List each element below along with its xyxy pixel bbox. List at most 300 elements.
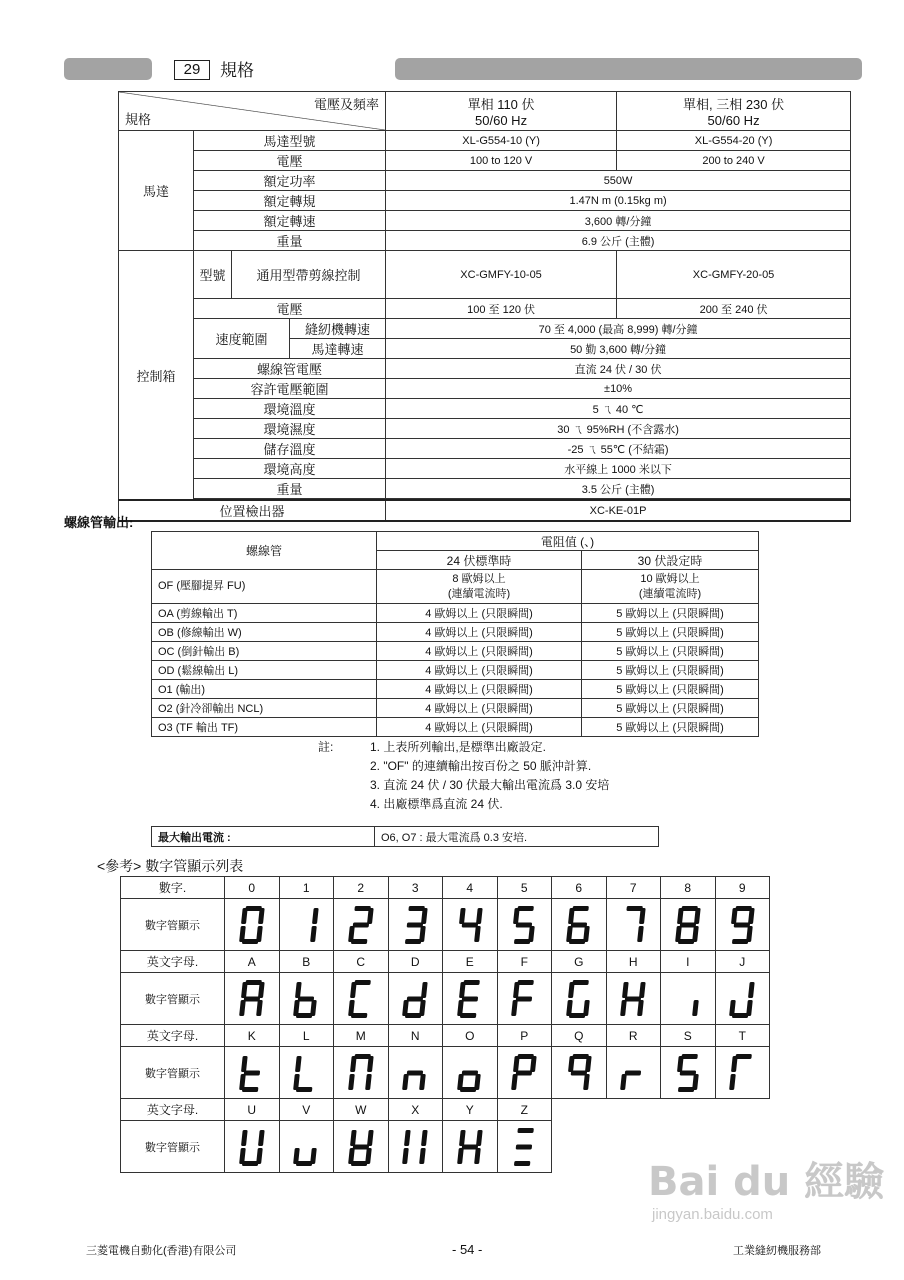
solenoid-title: 螺線管輸出:: [64, 515, 134, 530]
char-label: M: [334, 1025, 389, 1047]
letter-row-label: 英文字母.: [121, 951, 225, 973]
char-label: 0: [225, 877, 280, 899]
spec-value: 50 勤 3,600 轉/分鐘: [386, 339, 851, 359]
seven-segment-p: [511, 1053, 537, 1093]
segment-a: [572, 1054, 589, 1059]
segment-e: [729, 1074, 736, 1090]
segment-f: [459, 908, 466, 924]
model-label: 型號: [194, 251, 232, 299]
char-label: R: [606, 1025, 661, 1047]
char-display: [606, 973, 661, 1025]
char-display: [334, 1047, 389, 1099]
segment-g: [570, 922, 587, 927]
notes-label: 註:: [318, 740, 334, 754]
segment-c: [637, 1000, 644, 1016]
char-label: S: [661, 1025, 716, 1047]
segment-b: [258, 1130, 265, 1146]
segment-d: [678, 939, 695, 944]
spec-value: 100 至 120 伏: [386, 299, 617, 319]
segment-a: [572, 906, 589, 911]
char-display: [334, 973, 389, 1025]
segment-b: [476, 1130, 483, 1146]
segment-f: [513, 982, 520, 998]
segment-f: [677, 1056, 684, 1072]
spec-value: XC-GMFY-10-05: [386, 251, 617, 299]
segment-f: [295, 1056, 302, 1072]
col1-header: 單相 110 伏 50/60 Hz: [386, 92, 617, 131]
segment-d: [242, 939, 259, 944]
spec-row-label: 重量: [194, 479, 386, 499]
segment-c: [310, 926, 317, 942]
segment-g: [461, 1144, 478, 1149]
table-cell: 4 歐姆以上 (只限瞬間): [377, 699, 582, 718]
spec-value: 100 to 120 V: [386, 151, 617, 171]
segment-f: [350, 1056, 357, 1072]
char-label: I: [661, 951, 716, 973]
segment-b: [421, 982, 428, 998]
segment-a: [736, 1054, 753, 1059]
segment-b: [421, 1130, 428, 1146]
segment-d: [460, 1013, 477, 1018]
char-display: [225, 1121, 280, 1173]
segment-f: [731, 908, 738, 924]
segment-d: [460, 1087, 477, 1092]
seven-segment-g: [566, 979, 592, 1019]
note-item: 2. "OF" 的連續輸出按百份之 50 脈沖計算.: [370, 759, 592, 773]
segment-d: [351, 939, 368, 944]
segment-f: [731, 1056, 738, 1072]
segment-a: [736, 906, 753, 911]
seven-segment-z: [511, 1127, 537, 1167]
segment-d: [242, 1161, 259, 1166]
segment-d: [242, 1087, 259, 1092]
char-display: [497, 1047, 552, 1099]
segment-g: [407, 996, 424, 1001]
char-display: [497, 973, 552, 1025]
segment-f: [622, 982, 629, 998]
max-current-table: [151, 826, 659, 847]
char-display: [279, 973, 334, 1025]
segment-e: [620, 1074, 627, 1090]
char-display: [334, 1121, 389, 1173]
segment-b: [476, 908, 483, 924]
seven-segment-l: [293, 1053, 319, 1093]
char-label: H: [606, 951, 661, 973]
spec-value: 200 to 240 V: [617, 151, 851, 171]
seven-segment-b: [293, 979, 319, 1019]
segment-g: [679, 922, 696, 927]
display-row-label: 數字管顯示: [121, 899, 225, 951]
char-label: D: [388, 951, 443, 973]
segment-d: [732, 939, 749, 944]
seven-segment-n: [402, 1053, 428, 1093]
header-bar-left: [64, 58, 152, 80]
char-display: [497, 899, 552, 951]
segment-g: [298, 996, 315, 1001]
segment-f: [568, 908, 575, 924]
display-row-label: 數字管顯示: [121, 973, 225, 1025]
char-label: 9: [715, 877, 770, 899]
char-label: N: [388, 1025, 443, 1047]
letter-row-label: 英文字母.: [121, 1099, 225, 1121]
segment-g: [243, 996, 260, 1001]
table-cell: 4 歐姆以上 (只限瞬間): [377, 604, 582, 623]
char-display: [715, 973, 770, 1025]
note-item: 4. 出廠標準爲直流 24 伏.: [370, 797, 503, 811]
char-display: [661, 973, 716, 1025]
of-24v: 8 歐姆以上 (連續電流時): [377, 570, 582, 604]
segment-c: [419, 1148, 426, 1164]
segment-d: [405, 1013, 422, 1018]
char-label: T: [715, 1025, 770, 1047]
char-label: 3: [388, 877, 443, 899]
segment-f: [513, 908, 520, 924]
segment-b: [748, 982, 755, 998]
segment-a: [518, 1128, 535, 1133]
segment-f: [513, 1056, 520, 1072]
spec-row-label: 環境高度: [194, 459, 386, 479]
seven-segment-7: [620, 905, 646, 945]
letter-row-label: 英文字母.: [121, 1025, 225, 1047]
voltage-freq-label: 電壓及頻率: [314, 97, 380, 112]
section-title: 規格: [220, 61, 254, 80]
char-label: L: [279, 1025, 334, 1047]
segment-f: [241, 1056, 248, 1072]
char-display: [334, 899, 389, 951]
segment-b: [312, 908, 319, 924]
table-cell: 5 歐姆以上 (只限瞬間): [582, 718, 759, 737]
seven-segment-s: [675, 1053, 701, 1093]
spec-row-label: 容許電壓範圍: [194, 379, 386, 399]
spec-value: 6.9 公斤 (主體): [386, 231, 851, 251]
table-row-name: O1 (輸出): [152, 680, 377, 699]
display-row-label: 數字管顯示: [121, 1047, 225, 1099]
table-cell: 4 歐姆以上 (只限瞬間): [377, 680, 582, 699]
char-display: [552, 973, 607, 1025]
char-label: U: [225, 1099, 280, 1121]
segment-b: [367, 1130, 374, 1146]
char-label: V: [279, 1099, 334, 1121]
char-display: [552, 899, 607, 951]
segment-g: [461, 1070, 478, 1075]
seven-segment-9: [729, 905, 755, 945]
seven-segment-k: [239, 1053, 265, 1093]
seven-segment-h: [620, 979, 646, 1019]
seven-segment-3: [402, 905, 428, 945]
spec-row-label: 縫紉機轉速: [290, 319, 386, 339]
segment-e: [402, 1148, 409, 1164]
segment-d: [296, 1161, 313, 1166]
seven-segment-o: [457, 1053, 483, 1093]
spec-value: 3,600 轉/分鐘: [386, 211, 851, 231]
segment-a: [681, 1054, 698, 1059]
char-display: [225, 899, 280, 951]
footer-company: 三菱電機自動化(香港)有限公司: [86, 1245, 237, 1257]
segment-c: [474, 1148, 481, 1164]
resistance-header: 電阻值 (、): [377, 532, 759, 551]
segment-e: [239, 1000, 246, 1016]
spec-value: 5 ㄟ 40 ℃: [386, 399, 851, 419]
seven-segment-6: [566, 905, 592, 945]
segment-table: [120, 876, 770, 1173]
seven-segment-d: [402, 979, 428, 1019]
segment-c: [256, 1000, 263, 1016]
spec-value: 水平線上 1000 米以下: [386, 459, 851, 479]
char-label: 7: [606, 877, 661, 899]
seven-segment-8: [675, 905, 701, 945]
empty-cell: [661, 1099, 716, 1121]
char-display: [715, 1047, 770, 1099]
table-row-name: OB (修線輸出 W): [152, 623, 377, 642]
model-desc: 通用型帶剪線控制: [232, 251, 386, 299]
table-row-name: OD (鬆線輸出 L): [152, 661, 377, 680]
note-item: 1. 上表所列輸出,是標準出廠設定.: [370, 740, 547, 754]
segment-e: [348, 1074, 355, 1090]
table-cell: 5 歐姆以上 (只限瞬間): [582, 623, 759, 642]
char-label: F: [497, 951, 552, 973]
segment-f: [295, 982, 302, 998]
segment-title: <參考> 數字管顯示列表: [97, 858, 244, 874]
char-label: B: [279, 951, 334, 973]
seven-segment-r: [620, 1053, 646, 1093]
char-label: 6: [552, 877, 607, 899]
char-display: [497, 1121, 552, 1173]
segment-c: [474, 926, 481, 942]
char-label: G: [552, 951, 607, 973]
spec-value: 70 至 4,000 (最高 8,999) 轉/分鐘: [386, 319, 851, 339]
char-display: [225, 973, 280, 1025]
char-label: 5: [497, 877, 552, 899]
segment-f: [241, 908, 248, 924]
seven-segment-5: [511, 905, 537, 945]
char-display: [279, 899, 334, 951]
segment-g: [625, 996, 642, 1001]
segment-a: [245, 906, 262, 911]
segment-a: [463, 980, 480, 985]
segment-f: [459, 1130, 466, 1146]
spec-value: 直流 24 伏 / 30 伏: [386, 359, 851, 379]
table-row-name: OC (倒針輸出 B): [152, 642, 377, 661]
segment-f: [568, 1056, 575, 1072]
segment-d: [569, 1013, 586, 1018]
watermark-logo: Bai du 經驗: [648, 1159, 885, 1205]
speed-range-label: 速度範圍: [194, 319, 290, 359]
footer-dept: 工業縫紉機服務部: [733, 1245, 821, 1257]
segment-g: [352, 1144, 369, 1149]
segment-e: [620, 1000, 627, 1016]
char-display: [443, 1121, 498, 1173]
segment-a: [354, 1054, 371, 1059]
segment-g: [516, 996, 533, 1001]
table-cell: 4 歐姆以上 (只限瞬間): [377, 623, 582, 642]
seven-segment-y: [457, 1127, 483, 1167]
segment-g: [516, 1144, 533, 1149]
seven-segment-t: [729, 1053, 755, 1093]
spec-value: 1.47N m (0.15kg m): [386, 191, 851, 211]
char-display: [715, 899, 770, 951]
segment-c: [365, 1074, 372, 1090]
seven-segment-u: [239, 1127, 265, 1167]
spec-value: 550W: [386, 171, 851, 191]
spec-row-label: 環境濕度: [194, 419, 386, 439]
char-display: [661, 899, 716, 951]
segment-a: [627, 906, 644, 911]
spec-row-label: 額定轉規: [194, 191, 386, 211]
spec-value: XL-G554-20 (Y): [617, 131, 851, 151]
segment-f: [568, 982, 575, 998]
segment-g: [570, 1070, 587, 1075]
char-label: K: [225, 1025, 280, 1047]
segment-f: [241, 1130, 248, 1146]
segment-a: [518, 906, 535, 911]
char-display: [552, 1047, 607, 1099]
col-24v-header: 24 伏標準時: [377, 551, 582, 570]
spec-row-label: 電壓: [194, 151, 386, 171]
segment-e: [457, 1148, 464, 1164]
char-display: [443, 1047, 498, 1099]
segment-a: [354, 906, 371, 911]
footer-page: - 54 -: [452, 1242, 483, 1257]
char-display: [225, 1047, 280, 1099]
char-display: [661, 1047, 716, 1099]
segment-c: [692, 1000, 699, 1016]
segment-c: [419, 1074, 426, 1090]
sensor-value: XC-KE-01P: [386, 500, 851, 521]
solenoid-col-header: 螺線管: [152, 532, 377, 570]
solenoid-table: [151, 531, 759, 737]
spec-row-label: 重量: [194, 231, 386, 251]
segment-a: [572, 980, 589, 985]
segment-g: [679, 1070, 696, 1075]
empty-cell: [552, 1121, 607, 1173]
char-display: [388, 973, 443, 1025]
seven-segment-4: [457, 905, 483, 945]
col2-header: 單相, 三相 230 伏 50/60 Hz: [617, 92, 851, 131]
header-bar-right: [395, 58, 862, 80]
segment-d: [514, 1161, 531, 1166]
char-label: 4: [443, 877, 498, 899]
spec-row-label: 額定功率: [194, 171, 386, 191]
of-30v: 10 歐姆以上 (連續電流時): [582, 570, 759, 604]
seven-segment-0: [239, 905, 265, 945]
spec-value: ±10%: [386, 379, 851, 399]
segment-d: [351, 1161, 368, 1166]
char-display: [388, 1047, 443, 1099]
segment-d: [678, 1087, 695, 1092]
segment-d: [351, 1013, 368, 1018]
note-item: 3. 直流 24 伏 / 30 伏最大輸出電流爲 3.0 安培: [370, 778, 610, 792]
spec-row-label: 馬達型號: [194, 131, 386, 151]
char-display: [279, 1047, 334, 1099]
col-30v-header: 30 伏設定時: [582, 551, 759, 570]
char-label: E: [443, 951, 498, 973]
char-label: J: [715, 951, 770, 973]
seven-segment-f: [511, 979, 537, 1019]
char-label: Y: [443, 1099, 498, 1121]
spec-row-label: 額定轉速: [194, 211, 386, 231]
seven-segment-e: [457, 979, 483, 1019]
segment-f: [404, 1130, 411, 1146]
empty-cell: [715, 1099, 770, 1121]
char-label: 2: [334, 877, 389, 899]
char-label: Q: [552, 1025, 607, 1047]
segment-d: [405, 939, 422, 944]
seven-segment-v: [293, 1127, 319, 1167]
segment-d: [514, 939, 531, 944]
char-display: [443, 899, 498, 951]
table-cell: 5 歐姆以上 (只限瞬間): [582, 680, 759, 699]
char-label: Z: [497, 1099, 552, 1121]
table-cell: 4 歐姆以上 (只限瞬間): [377, 718, 582, 737]
segment-f: [459, 982, 466, 998]
seven-segment-1: [293, 905, 319, 945]
char-display: [279, 1121, 334, 1173]
char-display: [388, 899, 443, 951]
segment-f: [350, 1130, 357, 1146]
spec-value: XC-GMFY-20-05: [617, 251, 851, 299]
segment-f: [677, 908, 684, 924]
table-cell: 4 歐姆以上 (只限瞬間): [377, 642, 582, 661]
segment-g: [352, 922, 369, 927]
segment-g: [461, 996, 478, 1001]
number-row-label: 數字.: [121, 877, 225, 899]
segment-g: [407, 1070, 424, 1075]
segment-d: [732, 1013, 749, 1018]
char-label: W: [334, 1099, 389, 1121]
spec-value: 200 至 240 伏: [617, 299, 851, 319]
segment-a: [518, 980, 535, 985]
segment-g: [734, 922, 751, 927]
segment-a: [409, 906, 426, 911]
segment-b: [639, 982, 646, 998]
spec-value: 30 ㄟ 95%RH (不含露水): [386, 419, 851, 439]
segment-d: [296, 1087, 313, 1092]
seven-segment-2: [348, 905, 374, 945]
table-cell: 4 歐姆以上 (只限瞬間): [377, 661, 582, 680]
max-current-label: 最大輸出電流 :: [152, 827, 375, 847]
segment-e: [511, 1074, 518, 1090]
segment-d: [569, 939, 586, 944]
segment-g: [516, 922, 533, 927]
spec-row-label: 馬達轉速: [290, 339, 386, 359]
table-cell: 5 歐姆以上 (只限瞬間): [582, 642, 759, 661]
table-row-name: OF (壓腳提昇 FU): [152, 570, 377, 604]
motor-label: 馬達: [119, 131, 194, 251]
char-display: [606, 899, 661, 951]
spec-value: -25 ㄟ 55℃ (不結霜): [386, 439, 851, 459]
segment-f: [241, 982, 248, 998]
char-label: 1: [279, 877, 334, 899]
char-label: C: [334, 951, 389, 973]
segment-g: [407, 922, 424, 927]
segment-a: [518, 1054, 535, 1059]
char-label: A: [225, 951, 280, 973]
table-row-name: O3 (TF 輸出 TF): [152, 718, 377, 737]
char-display: [443, 973, 498, 1025]
segment-c: [583, 1074, 590, 1090]
control-box-label: 控制箱: [119, 251, 194, 501]
section-number: 29: [174, 60, 210, 80]
table-row-name: O2 (針冷卻輸出 NCL): [152, 699, 377, 718]
segment-g: [516, 1070, 533, 1075]
seven-segment-w: [348, 1127, 374, 1167]
segment-g: [461, 922, 478, 927]
segment-d: [296, 1013, 313, 1018]
char-display: [606, 1047, 661, 1099]
spec-row-label: 電壓: [194, 299, 386, 319]
seven-segment-c: [348, 979, 374, 1019]
table-cell: 5 歐姆以上 (只限瞬間): [582, 604, 759, 623]
